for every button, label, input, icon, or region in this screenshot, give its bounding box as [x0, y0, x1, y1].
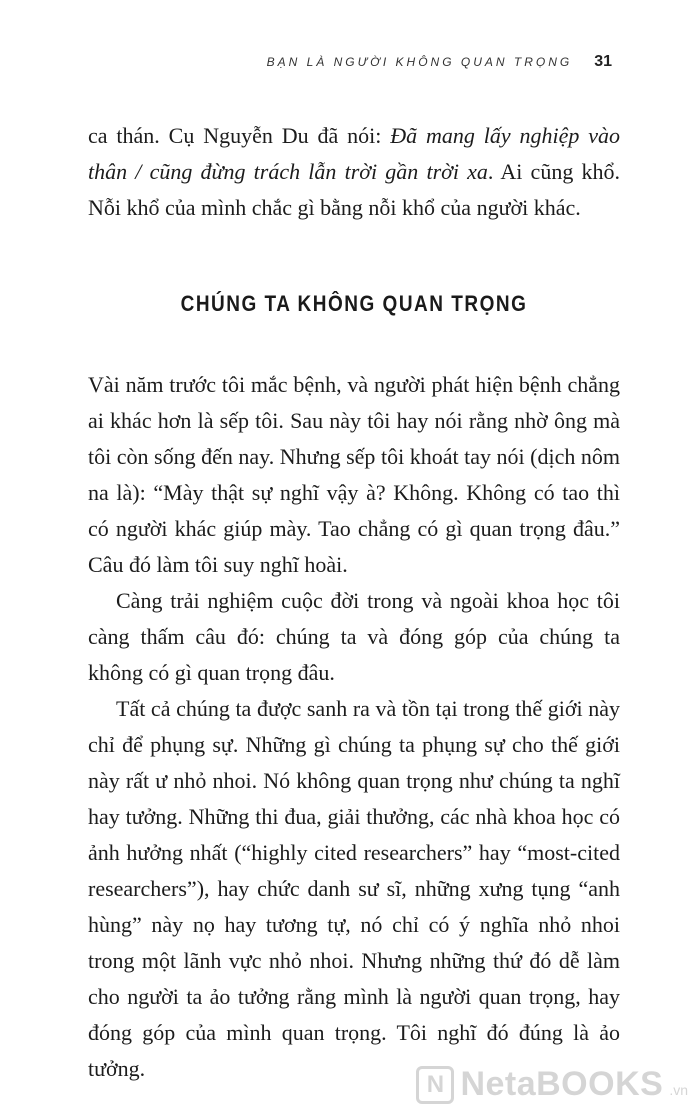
- page-number: 31: [594, 53, 612, 70]
- continuation-part1: ca thán. Cụ Nguyễn Du đã nói:: [88, 123, 391, 148]
- nguyen-du-quote: Đã mang lấy nghiệp vào thân / cũng đừng trách lẫn trời gần trời xa: [88, 123, 621, 184]
- watermark-brand: NetaBOOKS: [460, 1065, 664, 1103]
- running-header: [267, 50, 612, 74]
- continuation-paragraph: [88, 118, 620, 226]
- section-heading: CHÚNG TA KHÔNG QUAN TRỌNG: [180, 292, 528, 317]
- netabooks-logo-icon: N: [416, 1066, 454, 1104]
- paragraph-3: Tất cả chúng ta được sanh ra và tồn tại trong thế giới này chỉ để phụng sự. Những gì chúng ta phụng sự cho thế giới này rất ư nhỏ nhoi. Nó không quan trọng như chúng ta nghĩ hay tưởng. Những thi đua, giải thưởng, các nhà khoa học có ảnh hưởng nhất (“highly cited researchers” hay “most-cited researchers”), hay chức danh sư sĩ, những xưng tụng “anh hùng” này nọ hay tương tự, nó chỉ có ý nghĩa nhỏ nhoi trong một lãnh vực nhỏ nhoi. Nhưng những thứ đó dễ làm cho người ta ảo tưởng rằng mình là người quan trọng, hay đóng góp của mình quan trọng. Tôi nghĩ đó đúng là ảo tưởng.: [88, 696, 620, 1081]
- paragraph-1: Vài năm trước tôi mắc bệnh, và người phát hiện bệnh chẳng ai khác hơn là sếp tôi. Sau này tôi hay nói rằng nhờ ông mà tôi còn sống đến nay. Nhưng sếp tôi khoát tay nói (dịch nôm na là): “Mày thật sự nghĩ vậy à? Không. Không có tao thì có người khác giúp mày. Tao chẳng có gì quan trọng đâu.” Câu đó làm tôi suy nghĩ hoài.: [88, 372, 620, 577]
- watermark-tld: .vn: [669, 1082, 688, 1098]
- continuation-text: [88, 118, 620, 226]
- section-body: [88, 367, 620, 1087]
- continuation-part2: . Ai cũng khổ. Nỗi khổ của mình chắc gì bằng nỗi khổ của người khác.: [88, 159, 620, 220]
- paragraph-2: Càng trải nghiệm cuộc đời trong và ngoài khoa học tôi càng thấm câu đó: chúng ta và đóng góp của chúng ta không có gì quan trọng đâu.: [88, 588, 620, 685]
- running-title: BẠN LÀ NGƯỜI KHÔNG QUAN TRỌNG: [266, 55, 573, 69]
- watermark: [416, 1065, 688, 1104]
